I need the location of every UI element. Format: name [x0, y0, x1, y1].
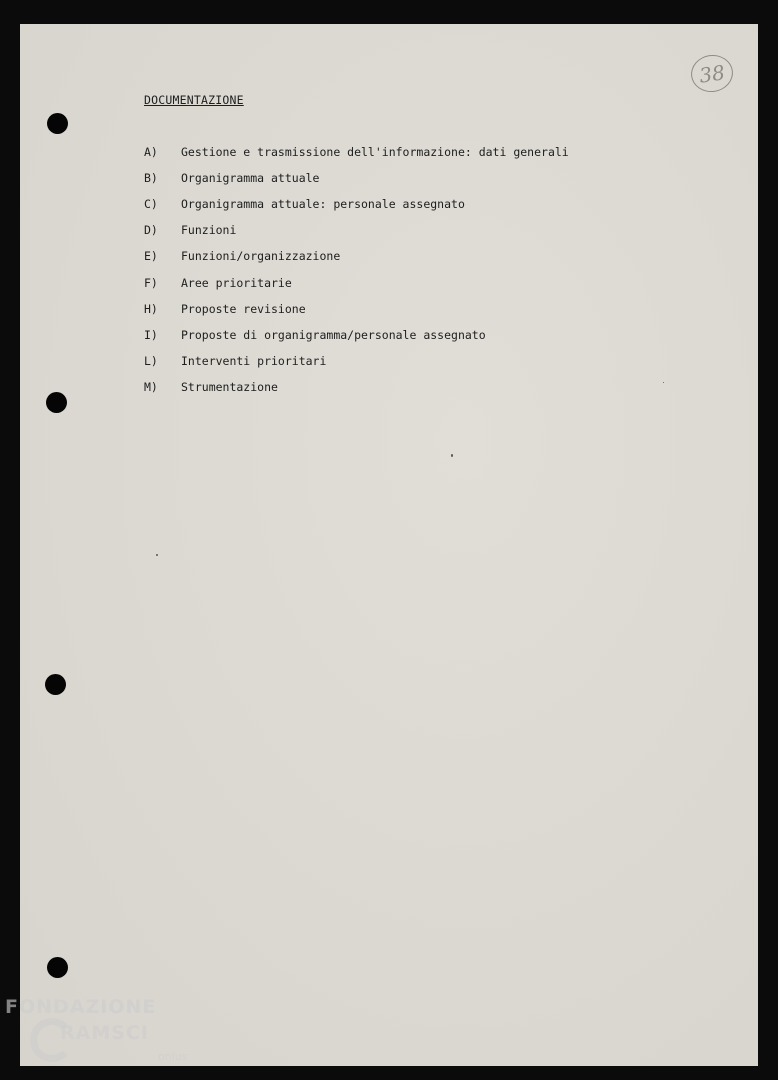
list-item [144, 276, 292, 290]
punch-hole [45, 674, 66, 695]
item-text: Interventi prioritari [181, 354, 327, 368]
paper-speck [663, 382, 664, 383]
list-item [144, 354, 326, 368]
list-item [144, 197, 465, 211]
list-item [144, 171, 319, 185]
item-text: Gestione e trasmissione dell'informazione: dati generali [181, 145, 569, 159]
paper-speck [156, 554, 158, 556]
item-letter: L) [144, 354, 158, 368]
list-item [144, 302, 306, 316]
document-title: DOCUMENTAZIONE [144, 93, 244, 107]
item-letter: H) [144, 302, 158, 316]
item-letter: C) [144, 197, 158, 211]
item-letter: I) [144, 328, 158, 342]
item-text: Strumentazione [181, 380, 278, 394]
list-item [144, 380, 278, 394]
watermark-suffix: onlus [158, 1050, 188, 1063]
list-item [144, 328, 486, 342]
item-text: Funzioni/organizzazione [181, 249, 341, 263]
item-letter: B) [144, 171, 158, 185]
item-letter: M) [144, 380, 158, 394]
watermark-line2: RAMSCI [60, 1022, 149, 1044]
punch-hole [46, 392, 67, 413]
list-item [144, 145, 569, 159]
item-text: Funzioni [181, 223, 237, 237]
item-text: Proposte di organigramma/personale assegnato [181, 328, 486, 342]
item-text: Proposte revisione [181, 302, 306, 316]
item-text: Organigramma attuale [181, 171, 320, 185]
list-item [144, 249, 340, 263]
document-page [20, 24, 758, 1066]
item-letter: F) [144, 276, 158, 290]
list-item [144, 223, 236, 237]
paper-speck [451, 454, 453, 457]
archive-watermark [0, 992, 200, 1080]
punch-hole [47, 113, 68, 134]
page-number-stamp [689, 52, 736, 94]
item-letter: A) [144, 145, 158, 159]
item-letter: D) [144, 223, 158, 237]
watermark-line1: FONDAZIONE [5, 996, 157, 1018]
page-number: 38 [697, 59, 727, 88]
item-letter: E) [144, 249, 158, 263]
item-text: Organigramma attuale: personale assegnato [181, 197, 465, 211]
punch-hole [47, 957, 68, 978]
item-text: Aree prioritarie [181, 276, 292, 290]
